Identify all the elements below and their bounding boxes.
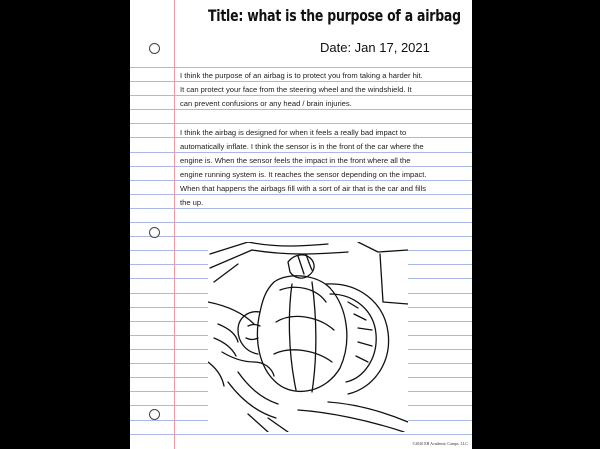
margin-line bbox=[174, 0, 175, 449]
ruled-line bbox=[130, 236, 472, 237]
ruled-line bbox=[130, 434, 472, 435]
page-date: Date: Jan 17, 2021 bbox=[320, 40, 430, 55]
ruled-line bbox=[130, 222, 472, 223]
ruled-line bbox=[130, 67, 472, 68]
paragraph-1 bbox=[180, 69, 468, 111]
binder-hole-icon bbox=[149, 409, 160, 420]
paragraph-2 bbox=[180, 126, 468, 211]
paragraph-line: When that happens the airbags fill with a sort of air that is the car and fills bbox=[180, 184, 427, 194]
airbag-deploying-sketch-icon bbox=[208, 242, 408, 432]
paragraph-line: I think the airbag is designed for when it feels a really bad impact to bbox=[180, 128, 407, 137]
paragraph-line: I think the purpose of an airbag is to protect you from taking a harder hit. bbox=[180, 71, 423, 80]
paragraph-line: It can protect your face from the steering wheel and the windshield. It bbox=[180, 85, 412, 95]
notebook-paper bbox=[130, 0, 472, 449]
paragraph-line: can prevent confusions or any head / brain injuries. bbox=[180, 99, 352, 109]
paragraph-line: engine is. When the sensor feels the impact in the front where all the bbox=[180, 156, 411, 166]
page-title: Title: what is the purpose of a airbag bbox=[208, 6, 461, 25]
paragraph-line: automatically inflate. I think the sensor is in the front of the car where the bbox=[180, 142, 424, 152]
binder-hole-icon bbox=[149, 227, 160, 238]
copyright-footer: ©2020 EB Academic Camps, LLC bbox=[412, 441, 468, 446]
ruled-line bbox=[130, 123, 472, 124]
paragraph-line: engine running system is. It reaches the sensor depending on the impact. bbox=[180, 170, 427, 180]
paragraph-line: the up. bbox=[180, 198, 204, 208]
binder-hole-icon bbox=[149, 43, 160, 54]
